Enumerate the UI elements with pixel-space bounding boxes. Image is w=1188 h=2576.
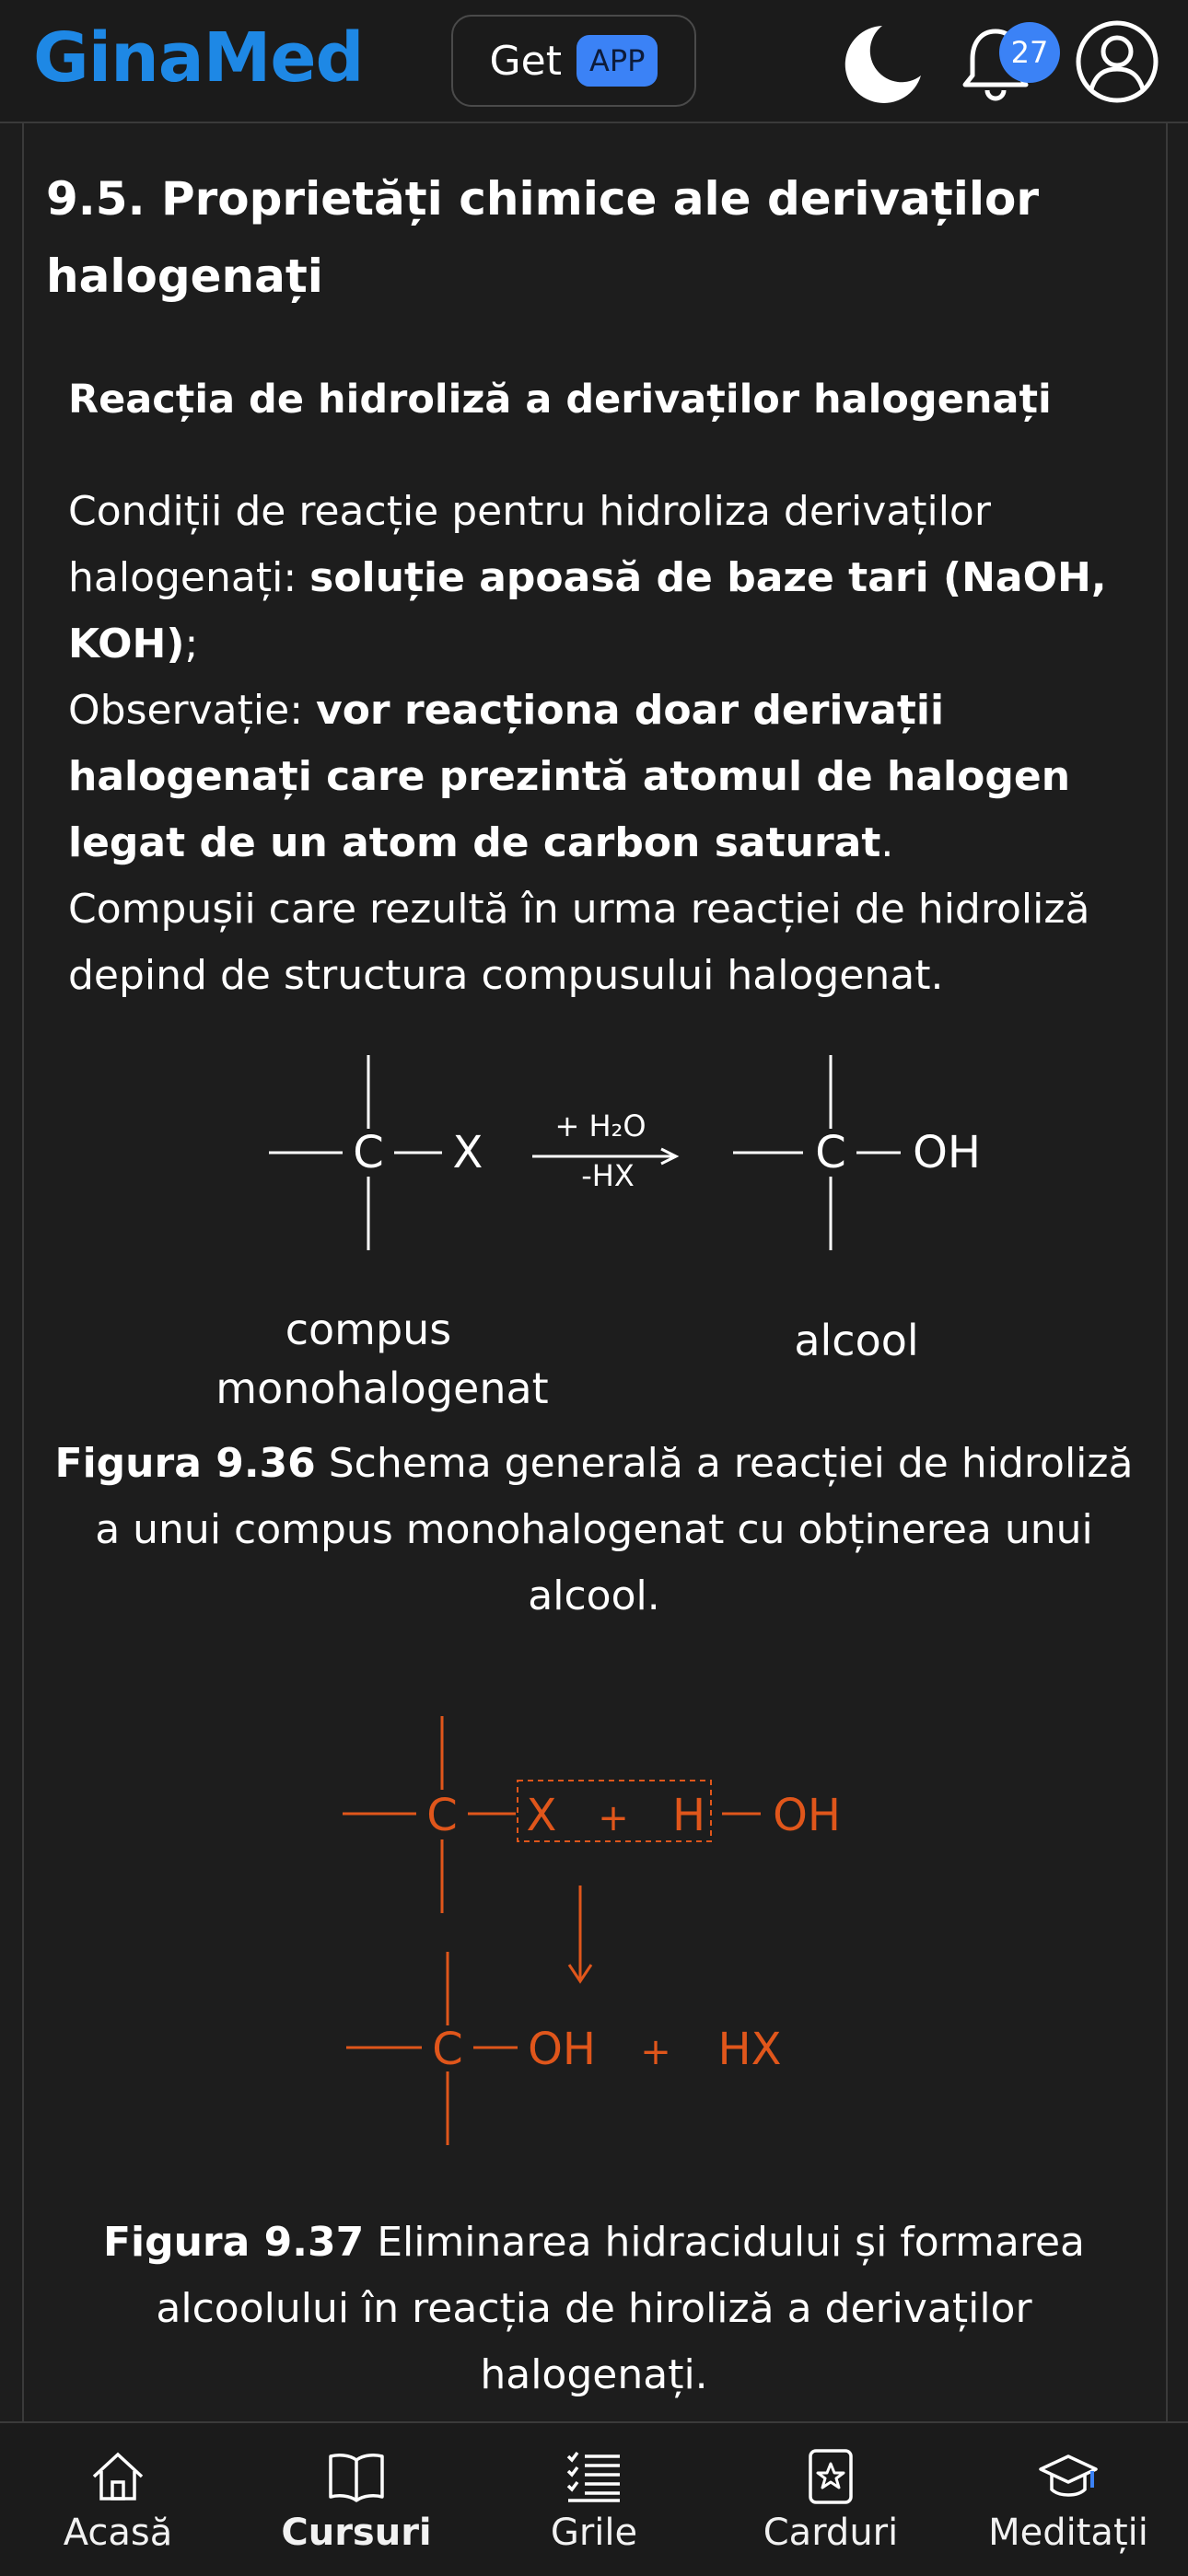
app-logo[interactable]: GinaMed xyxy=(33,18,364,98)
conditions-text: Condiții de reacție pentru hidroliza derivaților halogenați: xyxy=(68,488,991,601)
fig2-product-c: C xyxy=(432,2024,463,2075)
label-monohalogenat: monohalogenat xyxy=(215,1363,549,1413)
dark-mode-moon-icon[interactable] xyxy=(840,22,925,105)
atom-c: C xyxy=(353,1127,384,1178)
figure-9-37-caption xyxy=(37,2210,1151,2408)
product-atom-c: C xyxy=(815,1127,846,1178)
figure-9-37-number: Figura 9.37 xyxy=(102,2219,365,2266)
book-icon xyxy=(327,2447,386,2506)
nav-item-carduri[interactable] xyxy=(716,2423,946,2576)
conditions-bold: soluție apoasă de baze tari (NaOH, KOH) xyxy=(68,554,1107,667)
fig2-atom-x: X xyxy=(526,1790,557,1841)
section-subtitle: Reacția de hidroliză a derivaților halogenați xyxy=(68,377,1052,423)
observation-end: . xyxy=(880,819,894,866)
atom-x: X xyxy=(452,1127,483,1178)
figure-9-36-caption xyxy=(37,1431,1151,1630)
label-compus: compus xyxy=(285,1305,452,1354)
star-card-icon xyxy=(801,2447,860,2506)
nav-item-acasa[interactable] xyxy=(3,2423,233,2576)
observation-bold: vor reacționa doar derivații halogenați care prezintă atomul de halogen legat de un atom de carbon saturat xyxy=(68,687,1071,866)
byproduct-label: -HX xyxy=(581,1158,635,1193)
fig2-atom-c: C xyxy=(426,1790,458,1841)
conditions-end: ; xyxy=(184,621,199,667)
figure-9-36-number: Figura 9.36 xyxy=(54,1440,316,1487)
get-app-label: Get xyxy=(489,37,562,85)
nav-label-grile: Grile xyxy=(550,2512,638,2554)
figure-9-36-text: Schema generală a reacției de hidroliză a unui compus monohalogenat cu obținerea unui alcool. xyxy=(95,1440,1134,1619)
nav-label-meditatii: Meditații xyxy=(988,2512,1148,2554)
top-app-bar xyxy=(0,0,1188,123)
checklist-icon xyxy=(565,2447,623,2506)
notification-count-badge: 27 xyxy=(999,22,1060,83)
section-title: 9.5. Proprietăți chimice ale derivaților halogenați xyxy=(46,172,1040,303)
figure-9-37-text: Eliminarea hidracidului și formarea alcoolului în reacția de hiroliză a derivaților halogenați. xyxy=(156,2219,1086,2398)
nav-item-meditatii[interactable] xyxy=(953,2423,1183,2576)
nav-item-cursuri[interactable] xyxy=(241,2423,472,2576)
reagent-label: + H₂O xyxy=(554,1108,646,1143)
fig2-product-hx: HX xyxy=(717,2024,782,2075)
reaction-conditions-paragraph xyxy=(68,479,1136,1009)
fig2-atom-oh: OH xyxy=(773,1790,841,1841)
home-icon xyxy=(88,2447,147,2506)
label-alcool: alcool xyxy=(794,1316,919,1365)
compounds-text: Compușii care rezultă în urma reacției de hidroliză depind de structura compusului halogenat. xyxy=(68,886,1090,999)
graduation-cap-icon xyxy=(1039,2447,1098,2506)
fig2-atom-h: H xyxy=(671,1790,706,1841)
lesson-content xyxy=(0,123,1188,2421)
observation-text: Observație: xyxy=(68,687,317,734)
nav-label-cursuri: Cursuri xyxy=(281,2512,432,2554)
product-atom-oh: OH xyxy=(913,1127,981,1178)
app-badge: APP xyxy=(577,35,658,87)
fig2-product-plus: + xyxy=(640,2031,671,2073)
fig2-product-oh: OH xyxy=(528,2024,596,2075)
nav-label-carduri: Carduri xyxy=(763,2512,899,2554)
figure-9-37-hx-elimination xyxy=(0,1688,1188,2278)
bottom-navigation xyxy=(0,2421,1188,2574)
fig2-plus: + xyxy=(598,1797,629,1839)
nav-label-acasa: Acasă xyxy=(63,2512,173,2554)
user-profile-icon[interactable] xyxy=(1074,18,1160,105)
get-app-button[interactable] xyxy=(451,15,696,107)
nav-item-grile[interactable] xyxy=(479,2423,709,2576)
